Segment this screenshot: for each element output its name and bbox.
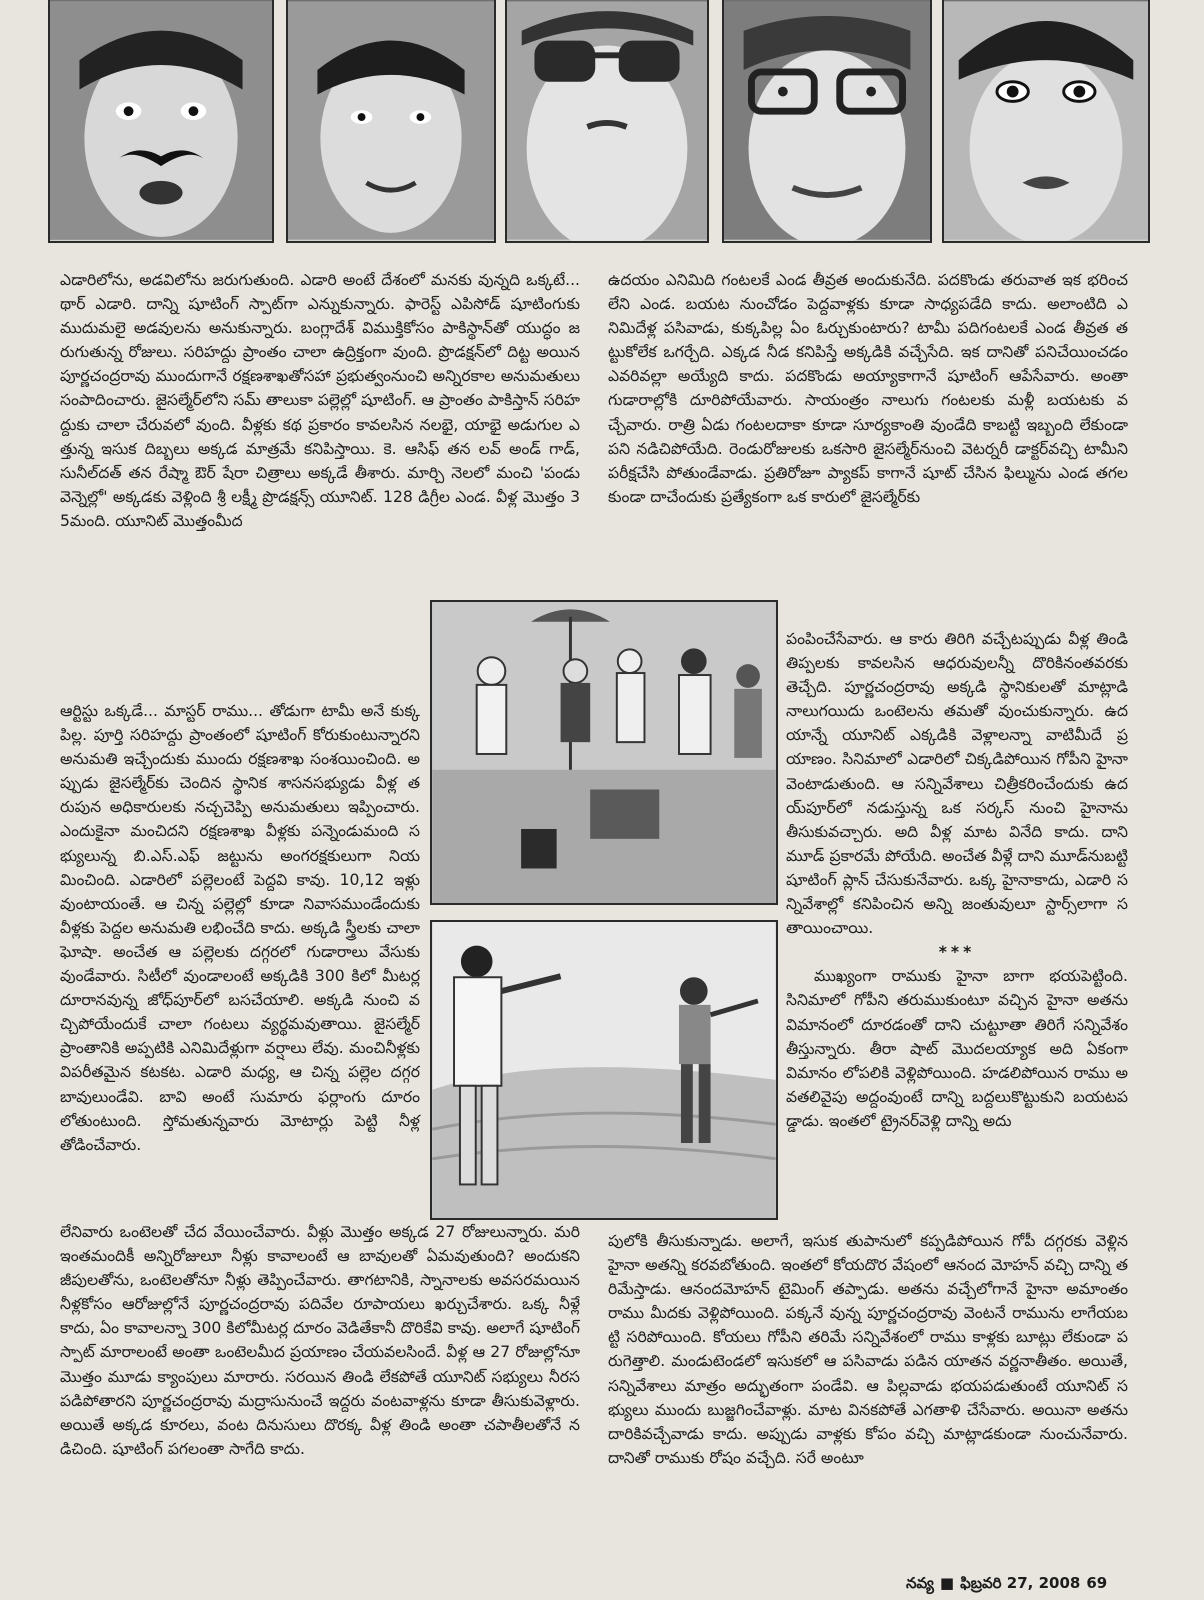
page-number: 69 [1086,1574,1108,1592]
film-crew-illustration [432,602,776,903]
article-paragraph: ఎడారిలోను, అడవిలోను జరుగుతుంది. ఎడారి అంటే దేశంలో మనకు వున్నది ఒక్కటే... థార్ ఎడారి. దాన్ని షూటింగ్ స్పాట్‌గా ఎన్నుకున్నారు. ఫారెస్ట్ ఎపిసోడ్ షూటింగుకు ముదుమలై అడవులను అనుకున్నారు. బంగ్లాదేశ్ విముక్తికోసం పాకిస్థాన్‌తో యుద్ధం జరుగుతున్న రోజులు. సరిహద్దు ప్రాంతం చాలా ఉద్రిక్తంగా వుంది. ప్రొడక్షన్‌లో దిట్ట అయిన పూర్ణచంద్రరావు ముందుగానే రక్షణశాఖతోసహా ప్రభుత్వంనుంచి అన్నిరకాల అనుమతులు సంపాదించారు. జైసల్మేర్‌లోని సమ్ తాలుకా పల్లెల్లో షూటింగ్. ఆ ప్రాంతం పాకిస్తాన్ సరిహద్దుకు చాలా చేరువలో వుంది. వీళ్లకు కథ ప్రకారం కావలసిన నలభై, యాభై అడుగుల ఎత్తున్న ఇసుక దిబ్బలు అక్కడ మాత్రమే కనిపిస్తాయి. కె. ఆసిఫ్ తన లవ్ అండ్ గాడ్, సునీల్‌దత్ తన రేష్మా ఔర్ షేరా చిత్రాలు అక్కడే తీశారు. మార్చి నెలలో మంచి 'పండు వెన్నెల్లో' అక్కడకు వెళ్లింది శ్రీ లక్ష్మీ ప్రొడక్షన్స్ యూనిట్. 128 డిగ్రీల ఎండ. వీళ్ల మొత్తం 35మంది. యూనిట్ మొత్తంమీద [60,271,580,530]
portrait-moustache-actor [48,0,274,243]
article-paragraph: ఆర్టిస్టు ఒక్కడే... మాస్టర్ రాము... తోడుగా టామీ అనే కుక్కపిల్ల. పూర్తి సరిహద్దు ప్రాంతంలో షూటింగ్ కోరుకుంటున్నారని అనుమతి ఇచ్చేందుకు ముందు రక్షణశాఖ సంశయించింది. అప్పుడు జైసల్మేర్‌కు చెందిన స్థానిక శాసనసభ్యుడు వీళ్ల తరుపున అధికారులకు నచ్చచెప్పి అనుమతులు ఇప్పించారు. ఎందుకైనా మంచిదని రక్షణశాఖ వీళ్లకు పన్నెండుమంది సభ్యులున్న బి.ఎస్.ఎఫ్ జట్టును అంగరక్షకులుగా నియమించింది. ఎడారిలో పల్లెలంటే పెద్దవి కావు. 10,12 ఇళ్లు వుంటాయంతే. ఆ చిన్న పల్లెల్లో కూడా నివాసముండేందుకు వీళ్లకు పెద్దల అనుమతి లభించేది కాదు. అక్కడి స్త్రీలకు చాలా ఘోషా. అంచేత ఆ పల్లెలకు దగ్గరలో గుడారాలు వేసుకు వుండేవారు. సిటీలో వుండాలంటే అక్కడికి 300 కిలో మీటర్ల దూరానవున్న జోధ్‌పూర్‌లో బసచేయాలి. అక్కడి నుంచి వచ్చిపోయేందుకే చాలా గంటలు వ్యర్థమవుతాయి. జైసల్మేర్ ప్రాంతానికి అప్పటికి ఎనిమిదేళ్లుగా వర్షాలు లేవు. మంచినీళ్లకు విపరీతమైన కటకట. ఎడారి మధ్య, ఆ చిన్న పల్లెల దగ్గర బావులుండేవి. బావి అంటే సుమారు ఫర్లాంగు దూరం లోతుంటుంది. స్తోమతున్నవారు మోటార్లు పెట్టి నీళ్ల తోడించేవారు. [60,702,420,1154]
dune-scene-illustration [432,922,776,1218]
article-paragraph: పంపించేసేవారు. ఆ కారు తిరిగి వచ్చేటప్పుడు వీళ్ల తిండి తిప్పలకు కావలసిన ఆధరువులన్నీ దొరికినంతవరకు తెచ్చేది. పూర్ణచంద్రరావు అక్కడి స్థానికులతో మాట్లాడి నాలుగయిదు ఒంటెలను తమతో వుంచుకున్నారు. ఉదయాన్నే యూనిట్ ఎక్కడికి వెళ్లాలన్నా వాటిమీదే ప్రయాణం. సినిమాలో ఎడారిలో చిక్కడిపోయిన గోపీని హైనా వెంటాడుతుంది. ఆ సన్నివేశాలు చిత్రీకరించేందుకు ఉదయ్‌పూర్‌లో నడుస్తున్న ఒక సర్కస్ నుంచి హైనాను తీసుకువచ్చారు. అది వీళ్ల మాట వినేది కాదు. దాని మూడ్ ప్రకారమే పోయేది. అంచేత వీళ్లే దాని మూడ్‌నుబట్టి షూటింగ్ ప్లాన్ చేసుకునేవారు. ఒక్క హైనాకాదు, ఎడారి సన్నివేశాల్లో కనిపించిన అన్ని జంతువులూ స్టార్స్‌లాగా సతాయించాయి. [786,630,1128,938]
article-paragraph: ఉదయం ఎనిమిది గంటలకే ఎండ తీవ్రత అందుకునేది. పదకొండు తరువాత ఇక భరించలేని ఎండ. బయట నుంచోడం పెద్దవాళ్లకు కూడా సాధ్యపడేది కాదు. అలాంటిది ఎనిమిదేళ్ల పసివాడు, కుక్కపిల్ల ఏం ఓర్చుకుంటారు? టామీ పదిగంటలకే ఎండ తీవ్రత తట్టుకోలేక ఒగర్చేది. ఎక్కడ నీడ కనిపిస్తే అక్కడికి వచ్చేసేది. ఇక దానితో పనిచేయించడం ఎవరివల్లా అయ్యేది కాదు. పదకొండు అయ్యాకాగానే షూటింగ్ ఆపేసేవారు. అంతా గుడారాల్లోకి దూరిపోయేవారు. సాయంత్రం నాలుగు గంటలకు మళ్లీ బయటకు వచ్చేవారు. రాత్రి ఏడు గంటలదాకా కూడా సూర్యకాంతి వుండేది కాబట్టి ఇబ్బంది లేకుండా పని నడిచిపోయేది. రెండురోజులకు ఒకసారి జైసల్మేర్‌నుంచి వెటర్నరీ డాక్టర్‌వచ్చి టామీని పరీక్షచేసి పోతుండేవాడు. ప్రతిరోజూ ప్యాకప్ కాగానే షూట్ చేసిన ఫిల్మును ఎండ తగలకుండా దాచేందుకు ప్రత్యేకంగా ఒక కారులో జైసల్మేర్‌కు [608,271,1128,506]
page-footer [906,1574,1113,1596]
portrait-sunglasses-actor [505,0,709,243]
portrait-strip [0,0,1204,250]
desert-dune-scene-photo [430,920,778,1220]
face-illustration [724,0,930,241]
article-paragraph: ముఖ్యంగా రాముకు హైనా బాగా భయపెట్టింది. సినిమాలో గోపీని తరుముకుంటూ వచ్చిన హైనా అతను విమానంలో దూరడంతో దాని చుట్టూతా తిరిగే సన్నివేశం తీస్తున్నారు. తీరా షాట్ మొదలయ్యాక అది ఏకంగా విమానం లోపలికి వెళ్లిపోయింది. హడలిపోయిన రాము అవతలివైపు అద్దంవుంటే దాన్ని బద్దలుకొట్టుకుని బయటపడ్డాడు. ఇంతలో ట్రైనర్‌వెళ్లి దాన్ని అదు [786,967,1128,1130]
article-right-column-narrow [786,627,1128,1133]
article-left-column-narrow [60,699,420,1157]
portrait-actress [942,0,1150,243]
magazine-name: నవ్య [906,1574,934,1592]
face-illustration [944,0,1148,241]
issue-date: ఫిబ్రవరి 27, 2008 [960,1574,1081,1592]
desert-shooting-crew-photo [430,600,778,905]
article-right-column-bottom [608,1229,1128,1470]
portrait-young-actor [286,0,496,243]
face-illustration [50,0,272,241]
section-separator: *** [938,943,976,962]
face-illustration [507,0,707,241]
article-left-column-top [60,268,580,533]
face-illustration [288,0,494,241]
article-right-column-top [608,268,1128,509]
footer-separator: ■ [939,1574,955,1592]
article-paragraph: పులోకి తీసుకున్నాడు. అలాగే, ఇసుక తుపానులో కప్పడిపోయిన గోపీ దగ్గరకు వెళ్లిన హైనా అతన్ని కరవబోతుంది. ఇంతలో కోయదొర వేషంలో ఆనంద మోహన్ వచ్చి దాన్ని తరిమేస్తాడు. ఆనందమోహన్ టైమింగ్ తప్పాడు. అతను వచ్చేలోగానే హైనా అమాంతం రాము మీదకు వెళ్లిపోయింది. పక్కనే వున్న పూర్ణచంద్రరావు వెంటనే రామును లాగేయబట్టి సరిపోయింది. కోయలు గోపీని తరిమే సన్నివేశంలో రాము కాళ్లకు బూట్లు లేకుండా పరుగెత్తాలి. మండుటెండలో ఇసుకలో ఆ పసివాడు పడిన యాతన వర్ణనాతీతం. అయితే, సన్నివేశాలు మాత్రం అద్భుతంగా పండేవి. ఆ పిల్లవాడు భయపడుతుంటే యూనిట్ సభ్యులు ముందు బుజ్జగించేవాళ్లు. మాట వినకపోతే ఎగతాళి చేసేవారు. అయినా అతను దారికివచ్చేవాడు కాదు. అప్పుడు వాళ్లకు కోపం వచ్చి మాట్లాడకుండా నుంచునేవారు. దానితో రాముకు రోషం వచ్చేది. సరే అంటూ [608,1232,1128,1467]
article-paragraph: లేనివారు ఒంటెలతో చేద వేయించేవారు. వీళ్లు మొత్తం అక్కడ 27 రోజులున్నారు. మరి ఇంతమందికీ అన్నిరోజులూ నీళ్లు కావాలంటే ఆ బావులతో ఏమవుతుంది? అందుకని జీపులతోను, ఒంటెలతోనూ నీళ్లు తెప్పించేవారు. తాగటానికి, స్నానాలకు అవసరమయిన నీళ్లకోసం ఆరోజుల్లోనే పూర్ణచంద్రరావు పదివేల రూపాయలు ఖర్చుచేశారు. ఒక్క నీళ్లే కాదు, ఏం కావాలన్నా 300 కిలోమీటర్ల దూరం వెడితేకానీ దొరికేవి కావు. అలాగే షూటింగ్ స్పాట్ మారాలంటే అంతా ఒంటెలమీద ప్రయాణం చేయవలసిందే. వీళ్ల ఆ 27 రోజుల్లోనూ మొత్తం మూడు క్యాంపులు మారారు. సరయిన తిండి లేకపోతే యూనిట్ సభ్యులు నీరసపడిపోతారని పూర్ణచంద్రరావు మద్రాసునుంచే ఇద్దరు వంటవాళ్లను కూడా తీసుకువెళ్లారు. అయితే అక్కడ కూరలు, వంట దినుసులు దొరక్క వీళ్ల తిండి అంతా చపాతీలతోనే నడిచింది. షూటింగ్ పగలంతా సాగేది కాదు. [60,1223,580,1458]
article-left-column-bottom [60,1220,580,1461]
portrait-spectacled-actress [722,0,932,243]
